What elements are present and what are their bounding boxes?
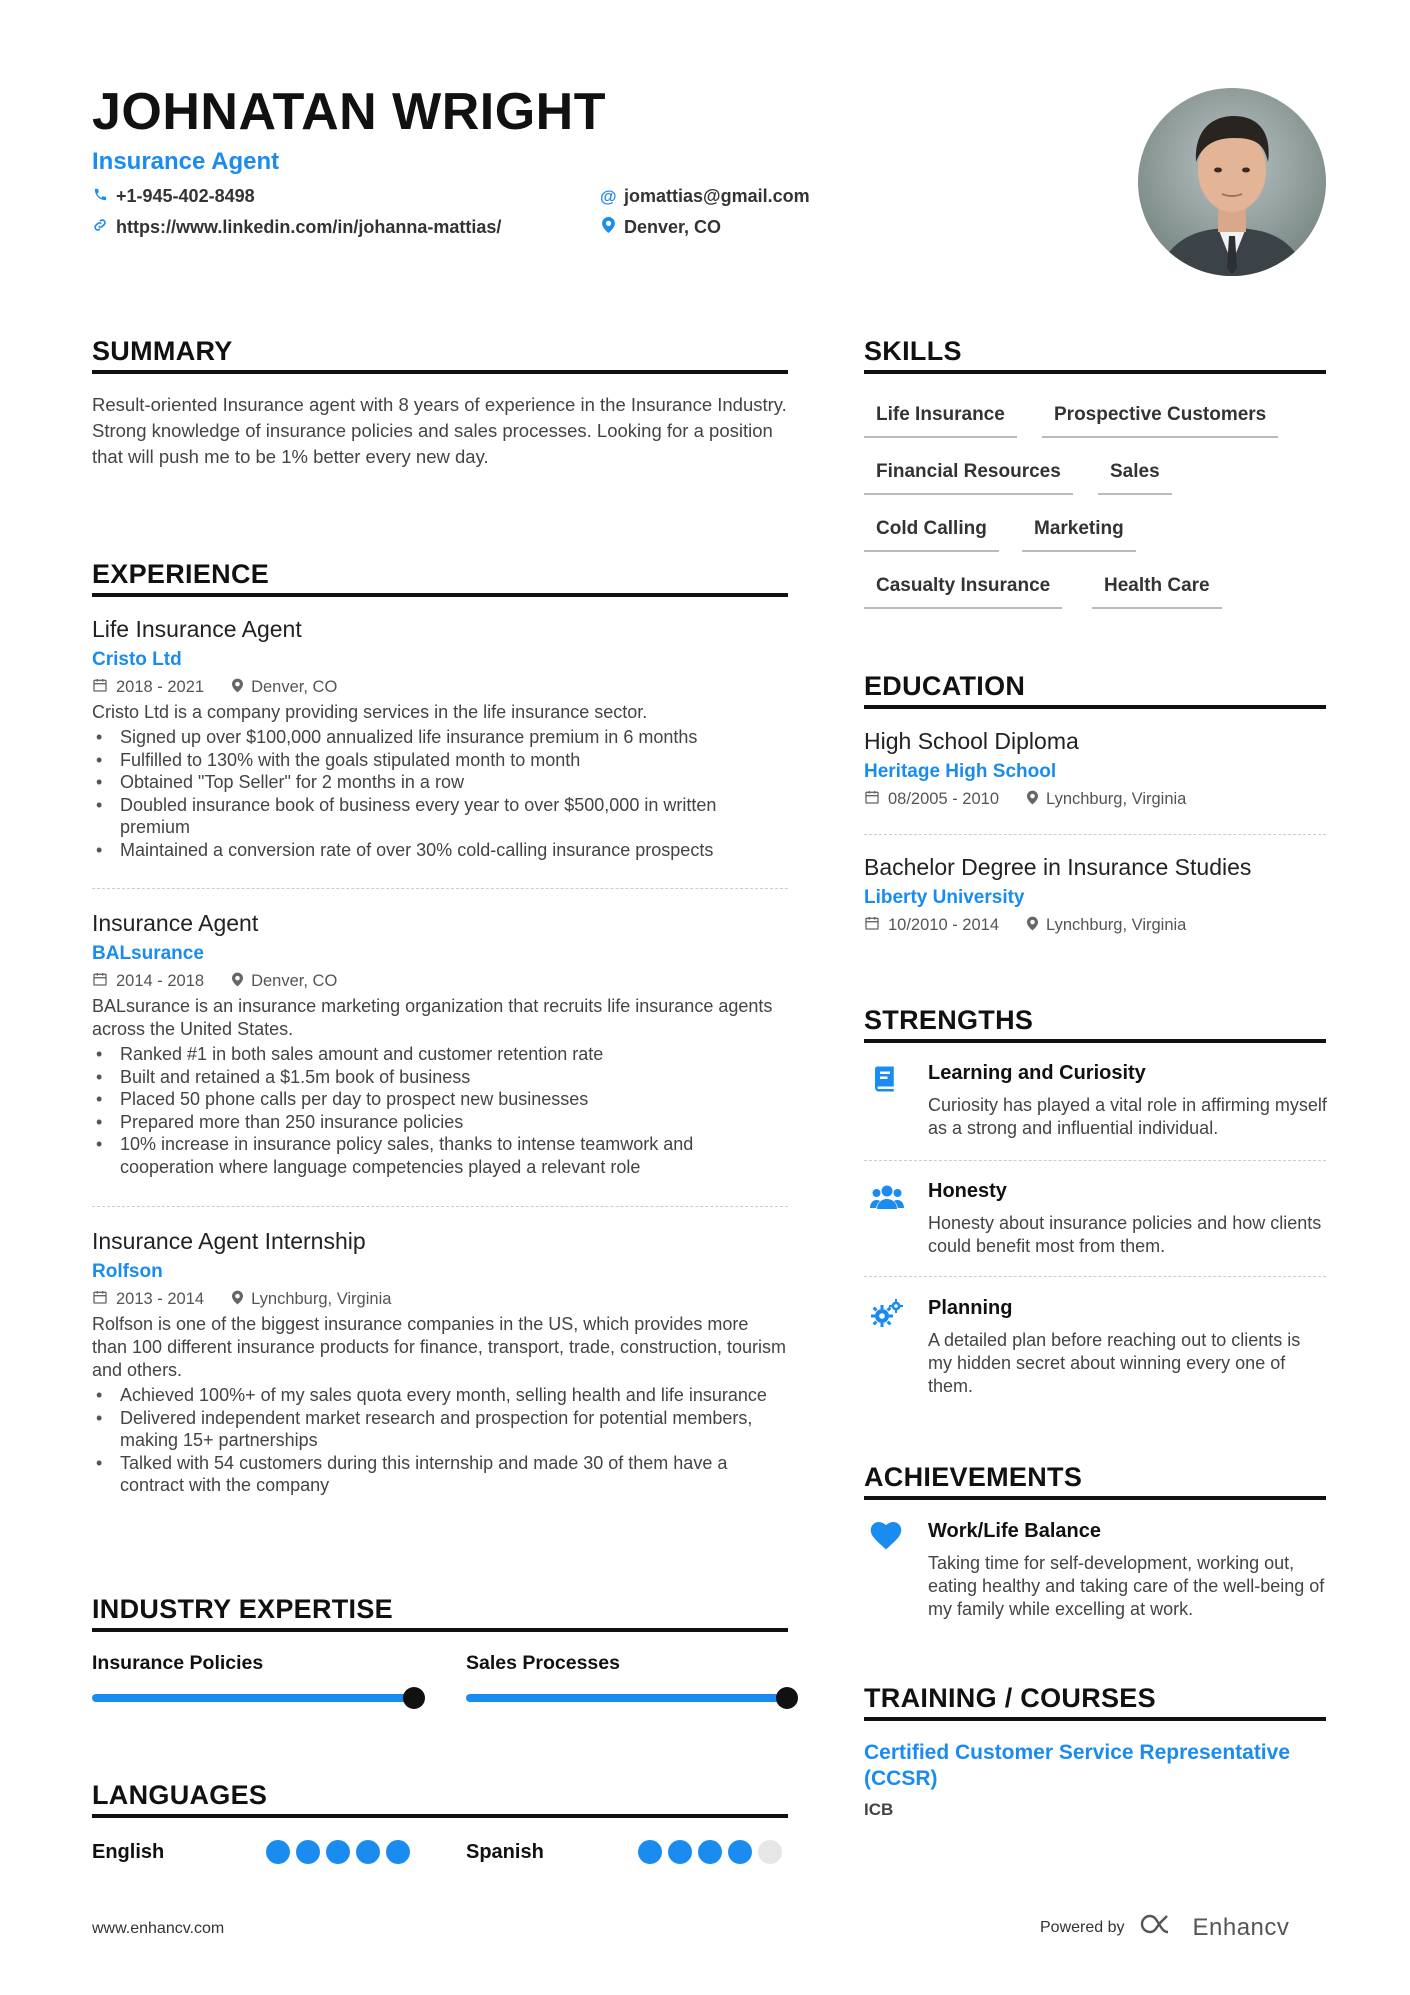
job-dates: 2014 - 2018 bbox=[116, 971, 205, 990]
job-bullet: • Doubled insurance book of business every year to over $500,000 in written premium bbox=[92, 794, 788, 839]
level-dot bbox=[638, 1840, 662, 1864]
at-icon: @ bbox=[600, 186, 617, 206]
location-text: Denver, CO bbox=[624, 217, 722, 237]
candidate-name: JOHNATAN WRIGHT bbox=[92, 83, 606, 141]
education-degree: High School Diploma bbox=[864, 728, 1079, 754]
phone-text[interactable]: +1-945-402-8498 bbox=[116, 186, 255, 206]
contact-location bbox=[600, 217, 721, 238]
job-role: Life Insurance Agent bbox=[92, 616, 302, 642]
summary-rule bbox=[92, 370, 788, 374]
job-dates: 2013 - 2014 bbox=[116, 1289, 205, 1308]
strength-title: Learning and Curiosity bbox=[928, 1062, 1146, 1084]
job-bullet: • Signed up over $100,000 annualized life insurance premium in 6 months bbox=[92, 726, 788, 749]
job-meta bbox=[92, 677, 788, 697]
experience-heading: EXPERIENCE bbox=[92, 559, 270, 589]
strength-entry-1 bbox=[864, 1180, 1326, 1270]
skill-tag: Health Care bbox=[1092, 575, 1222, 609]
level-dot bbox=[668, 1840, 692, 1864]
training-issuer: ICB bbox=[864, 1800, 894, 1819]
strength-description: Curiosity has played a vital role in affirming myself as a strong and influential individual. bbox=[928, 1095, 1327, 1138]
candidate-title: Insurance Agent bbox=[92, 148, 280, 175]
language-label: English bbox=[92, 1841, 165, 1863]
training-rule bbox=[864, 1717, 1326, 1721]
job-description: Cristo Ltd is a company providing services in the life insurance sector. bbox=[92, 702, 648, 722]
email-link[interactable]: jomattias@gmail.com bbox=[624, 186, 810, 206]
calendar-icon bbox=[92, 1289, 108, 1309]
location-pin-icon bbox=[232, 1290, 243, 1309]
job-bullet: • Maintained a conversion rate of over 30% cold-calling insurance prospects bbox=[92, 839, 788, 862]
job-meta bbox=[92, 1289, 788, 1309]
skill-tag: Prospective Customers bbox=[1042, 404, 1278, 438]
strength-title: Planning bbox=[928, 1297, 1013, 1319]
calendar-icon bbox=[92, 677, 108, 697]
strengths-heading: STRENGTHS bbox=[864, 1005, 1034, 1035]
education-meta bbox=[864, 789, 1326, 809]
location-pin-icon bbox=[1027, 790, 1038, 809]
contact-phone bbox=[92, 186, 255, 207]
job-role: Insurance Agent Internship bbox=[92, 1228, 366, 1254]
job-bullet: • Ranked #1 in both sales amount and customer retention rate bbox=[92, 1043, 788, 1066]
job-entry-2 bbox=[92, 1228, 788, 1497]
skill-tag: Sales bbox=[1098, 461, 1172, 495]
expertise-bar-knob bbox=[776, 1687, 798, 1709]
skill-tag: Casualty Insurance bbox=[864, 575, 1062, 609]
job-company: Rolfson bbox=[92, 1261, 163, 1282]
skill-tag: Marketing bbox=[1022, 518, 1136, 552]
achievements-heading: ACHIEVEMENTS bbox=[864, 1462, 1083, 1492]
job-company: Cristo Ltd bbox=[92, 649, 182, 670]
location-pin-icon bbox=[232, 972, 243, 991]
achievement-entry-0 bbox=[864, 1520, 1326, 1620]
job-bullet: • Built and retained a $1.5m book of business bbox=[92, 1066, 788, 1089]
education-degree: Bachelor Degree in Insurance Studies bbox=[864, 854, 1252, 880]
education-school: Liberty University bbox=[864, 887, 1025, 908]
job-divider bbox=[92, 1206, 788, 1207]
job-description: Rolfson is one of the biggest insurance companies in the US, which provides more than 100 different insurance products for finance, transport, trade, construction, tourism and others. bbox=[92, 1314, 787, 1380]
level-dot bbox=[386, 1840, 410, 1864]
job-entry-1 bbox=[92, 910, 788, 1178]
summary-text: Result-oriented Insurance agent with 8 years of experience in the Insurance Industry. Strong knowledge of insurance policies and sales processes. Looking for a position that will push me to be 1% better every new day. bbox=[92, 394, 787, 467]
experience-rule bbox=[92, 593, 788, 597]
expertise-label: Sales Processes bbox=[466, 1652, 620, 1674]
enhancv-brand[interactable] bbox=[1139, 1912, 1290, 1943]
job-meta bbox=[92, 971, 788, 991]
job-divider bbox=[92, 888, 788, 889]
job-company: BALsurance bbox=[92, 943, 204, 964]
strength-divider bbox=[864, 1276, 1326, 1277]
expertise-bar-knob bbox=[403, 1687, 425, 1709]
location-pin-icon bbox=[1027, 916, 1038, 935]
languages-rule bbox=[92, 1814, 788, 1818]
job-location: Denver, CO bbox=[251, 971, 338, 990]
job-location: Lynchburg, Virginia bbox=[251, 1289, 392, 1308]
languages-heading: LANGUAGES bbox=[92, 1780, 268, 1810]
job-bullet: • Delivered independent market research and prospection for potential members, making 15+ partnerships bbox=[92, 1407, 788, 1452]
skill-tag: Cold Calling bbox=[864, 518, 999, 552]
summary-heading: SUMMARY bbox=[92, 336, 233, 366]
job-location: Denver, CO bbox=[251, 677, 338, 696]
training-course: Certified Customer Service Representative (CCSR) bbox=[864, 1741, 1290, 1790]
job-role: Insurance Agent bbox=[92, 910, 259, 936]
strength-entry-0 bbox=[864, 1062, 1326, 1162]
calendar-icon bbox=[92, 971, 108, 991]
job-bullets bbox=[92, 1043, 788, 1178]
level-dot bbox=[296, 1840, 320, 1864]
job-entry-0 bbox=[92, 616, 788, 861]
contact-email bbox=[600, 186, 810, 207]
skill-tag: Life Insurance bbox=[864, 404, 1017, 438]
strength-divider bbox=[864, 1160, 1326, 1161]
education-dates: 08/2005 - 2010 bbox=[888, 789, 1000, 808]
book-icon bbox=[870, 1064, 904, 1094]
level-dot bbox=[698, 1840, 722, 1864]
education-entry-0 bbox=[864, 728, 1326, 809]
job-bullets bbox=[92, 1384, 788, 1497]
achievement-title: Work/Life Balance bbox=[928, 1520, 1102, 1542]
heart-icon bbox=[870, 1522, 904, 1552]
expertise-heading: INDUSTRY EXPERTISE bbox=[92, 1594, 393, 1624]
brand-name: Enhancv bbox=[1192, 1913, 1290, 1941]
expertise-label: Insurance Policies bbox=[92, 1652, 264, 1674]
education-heading: EDUCATION bbox=[864, 671, 1026, 701]
strength-description: A detailed plan before reaching out to clients is my hidden secret about winning every one of them. bbox=[928, 1330, 1301, 1396]
training-heading: TRAINING / COURSES bbox=[864, 1683, 1156, 1713]
footer-website[interactable]: www.enhancv.com bbox=[92, 1920, 225, 1937]
education-location: Lynchburg, Virginia bbox=[1046, 789, 1187, 808]
job-bullet: • Prepared more than 250 insurance policies bbox=[92, 1111, 788, 1134]
skill-tag: Financial Resources bbox=[864, 461, 1073, 495]
job-description: BALsurance is an insurance marketing organization that recruits life insurance agents across the United States. bbox=[92, 996, 773, 1039]
achievement-description: Taking time for self-development, working out, eating healthy and taking care of the well-being of my family while excelling at work. bbox=[928, 1553, 1325, 1619]
education-rule bbox=[864, 705, 1326, 709]
phone-icon bbox=[92, 187, 108, 207]
job-bullet: • Talked with 54 customers during this internship and made 30 of them have a contract with the company bbox=[92, 1452, 788, 1497]
language-level-spanish bbox=[638, 1840, 782, 1864]
enhancv-logo-icon bbox=[1139, 1912, 1185, 1943]
expertise-rule bbox=[92, 1628, 788, 1632]
level-dot-empty bbox=[758, 1840, 782, 1864]
education-meta bbox=[864, 915, 1326, 935]
level-dot bbox=[326, 1840, 350, 1864]
language-level-english bbox=[266, 1840, 410, 1864]
job-bullet: • Placed 50 phone calls per day to prospect new businesses bbox=[92, 1088, 788, 1111]
expertise-bar bbox=[92, 1694, 412, 1702]
job-dates: 2018 - 2021 bbox=[116, 677, 205, 696]
location-pin-icon bbox=[600, 217, 616, 238]
job-bullet: • Fulfilled to 130% with the goals stipulated month to month bbox=[92, 749, 788, 772]
contact-linkedin bbox=[92, 217, 501, 238]
achievements-rule bbox=[864, 1496, 1326, 1500]
powered-by-text: Powered by bbox=[1040, 1918, 1125, 1936]
education-divider bbox=[864, 834, 1326, 835]
level-dot bbox=[356, 1840, 380, 1864]
level-dot bbox=[266, 1840, 290, 1864]
level-dot bbox=[728, 1840, 752, 1864]
skills-rule bbox=[864, 370, 1326, 374]
job-bullet: • Obtained "Top Seller" for 2 months in a row bbox=[92, 771, 788, 794]
calendar-icon bbox=[864, 915, 880, 935]
profile-photo bbox=[1138, 88, 1326, 276]
skills-heading: SKILLS bbox=[864, 336, 962, 366]
users-icon bbox=[870, 1182, 904, 1212]
job-bullet: • Achieved 100%+ of my sales quota every month, selling health and life insurance bbox=[92, 1384, 788, 1407]
strength-entry-2 bbox=[864, 1297, 1326, 1397]
education-location: Lynchburg, Virginia bbox=[1046, 915, 1187, 934]
strength-title: Honesty bbox=[928, 1180, 1007, 1202]
education-entry-1 bbox=[864, 854, 1326, 935]
education-dates: 10/2010 - 2014 bbox=[888, 915, 1000, 934]
footer-powered-by bbox=[1040, 1912, 1289, 1943]
expertise-bar bbox=[466, 1694, 786, 1702]
gears-icon bbox=[870, 1299, 904, 1329]
strengths-rule bbox=[864, 1039, 1326, 1043]
linkedin-link[interactable]: https://www.linkedin.com/in/johanna-mattias/ bbox=[116, 217, 502, 237]
education-school: Heritage High School bbox=[864, 761, 1057, 782]
strength-description: Honesty about insurance policies and how clients could benefit most from them. bbox=[928, 1213, 1322, 1256]
job-bullet: • 10% increase in insurance policy sales, thanks to intense teamwork and cooperation where language competencies played a relevant role bbox=[92, 1133, 788, 1178]
job-bullets bbox=[92, 726, 788, 861]
calendar-icon bbox=[864, 789, 880, 809]
language-label: Spanish bbox=[466, 1841, 544, 1863]
location-pin-icon bbox=[232, 678, 243, 697]
link-icon bbox=[92, 217, 108, 238]
